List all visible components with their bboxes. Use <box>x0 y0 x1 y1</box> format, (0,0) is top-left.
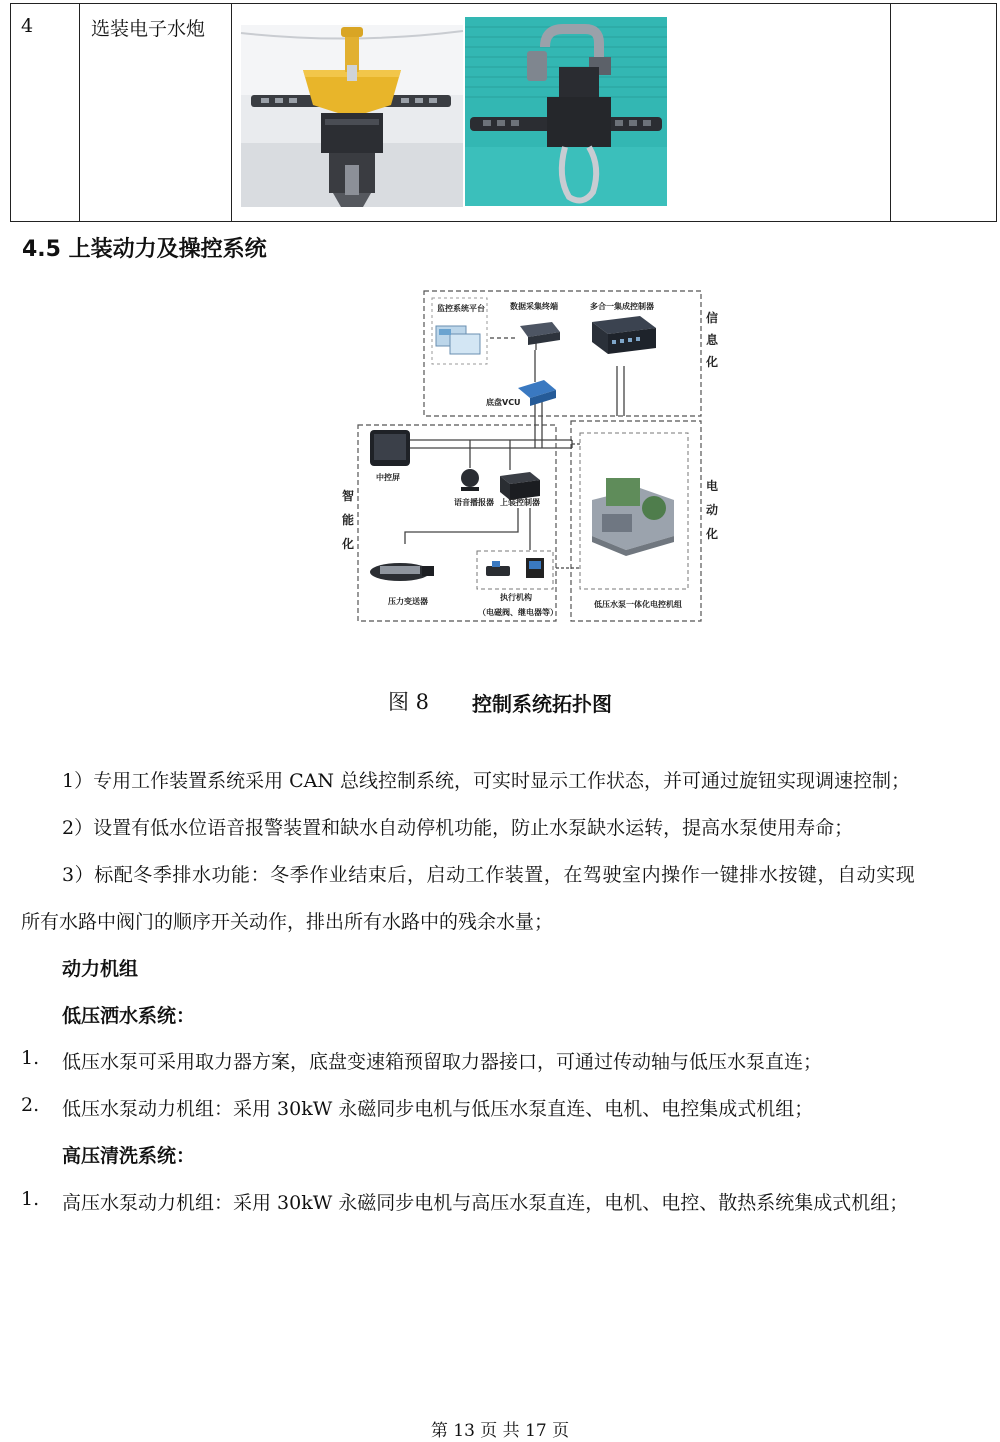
section-heading: 4.5 上装动力及操控系统 <box>22 237 267 262</box>
page-footer: 第 13 页 共 17 页 <box>430 1421 570 1441</box>
table-divider <box>79 4 80 221</box>
table-divider <box>231 4 232 221</box>
label-center-screen: 中控屏 <box>376 473 400 482</box>
low-pressure-heading: 低压洒水系统： <box>62 1005 196 1027</box>
label-pressure-sensor: 压力变送器 <box>388 597 428 606</box>
low-pressure-item-2: 低压水泵动力机组：采用 30kW 永磁同步电机与低压水泵直连、电机、电控集成式机组； <box>62 1098 814 1120</box>
label-monitor-platform: 监控系统平台 <box>437 304 485 313</box>
water-cannon-photo-1 <box>241 25 463 207</box>
side-label-elec-2: 动 <box>706 503 719 517</box>
row-item-name: 选装电子水炮 <box>91 18 206 40</box>
monitor-platform-icon <box>436 326 480 354</box>
side-label-intel-2: 能 <box>342 513 355 527</box>
pressure-sensor-icon <box>370 563 434 581</box>
low-pressure-item-2-num: 2. <box>21 1094 40 1116</box>
paragraph-1: 1）专用工作装置系统采用 CAN 总线控制系统，可实时显示工作状态，并可通过旋钮实现调速控制； <box>62 770 911 792</box>
label-multi-controller: 多合一集成控制器 <box>590 302 654 311</box>
label-chassis-vcu: 底盘VCU <box>486 398 521 407</box>
side-label-elec-1: 电 <box>706 479 719 493</box>
voice-alarm-icon <box>461 469 479 491</box>
multi-controller-icon <box>592 316 656 354</box>
control-topology-diagram <box>340 282 719 627</box>
label-data-terminal: 数据采集终端 <box>510 302 558 311</box>
high-pressure-item-1-num: 1. <box>21 1188 40 1210</box>
upper-controller-icon <box>500 472 540 500</box>
row-index: 4 <box>21 15 34 37</box>
center-screen-icon <box>370 430 410 466</box>
label-pump-unit: 低压水泵一体化电控机组 <box>594 600 682 609</box>
figure-title: 控制系统拓扑图 <box>472 692 612 716</box>
label-upper-controller: 上装控制器 <box>500 498 540 507</box>
side-label-info-1: 信 <box>706 311 719 325</box>
side-label-intel-1: 智 <box>342 489 355 503</box>
side-label-info-2: 息 <box>706 333 719 347</box>
figure-number: 图 8 <box>388 690 430 714</box>
high-pressure-heading: 高压清洗系统： <box>62 1145 196 1167</box>
data-terminal-icon <box>520 322 560 345</box>
power-unit-heading: 动力机组 <box>62 958 139 980</box>
water-cannon-photo-2 <box>465 17 667 206</box>
label-actuator: 执行机构 <box>500 593 532 602</box>
paragraph-3-line-2: 所有水路中阀门的顺序开关动作，排出所有水路中的残余水量； <box>21 911 554 933</box>
paragraph-3-line-1: 3）标配冬季排水功能：冬季作业结束后，启动工作装置，在驾驶室内操作一键排水按键，自动实现 <box>62 864 916 886</box>
label-actuator-detail: （电磁阀、继电器等） <box>478 608 558 617</box>
low-pressure-item-1-num: 1. <box>21 1047 40 1069</box>
side-label-elec-3: 化 <box>706 527 719 541</box>
side-label-intel-3: 化 <box>342 537 355 551</box>
chassis-vcu-icon <box>518 380 556 406</box>
table-divider <box>890 4 891 221</box>
label-voice-alarm: 语音播报器 <box>454 498 494 507</box>
side-label-info-3: 化 <box>706 355 719 369</box>
pump-unit-icon <box>592 478 674 556</box>
paragraph-2: 2）设置有低水位语音报警装置和缺水自动停机功能，防止水泵缺水运转，提高水泵使用寿命； <box>62 817 854 839</box>
actuator-icon <box>486 558 544 578</box>
high-pressure-item-1: 高压水泵动力机组：采用 30kW 永磁同步电机与高压水泵直连，电机、电控、散热系统集成式机组； <box>62 1192 909 1214</box>
low-pressure-item-1: 低压水泵可采用取力器方案，底盘变速箱预留取力器接口，可通过传动轴与低压水泵直连； <box>62 1051 823 1073</box>
